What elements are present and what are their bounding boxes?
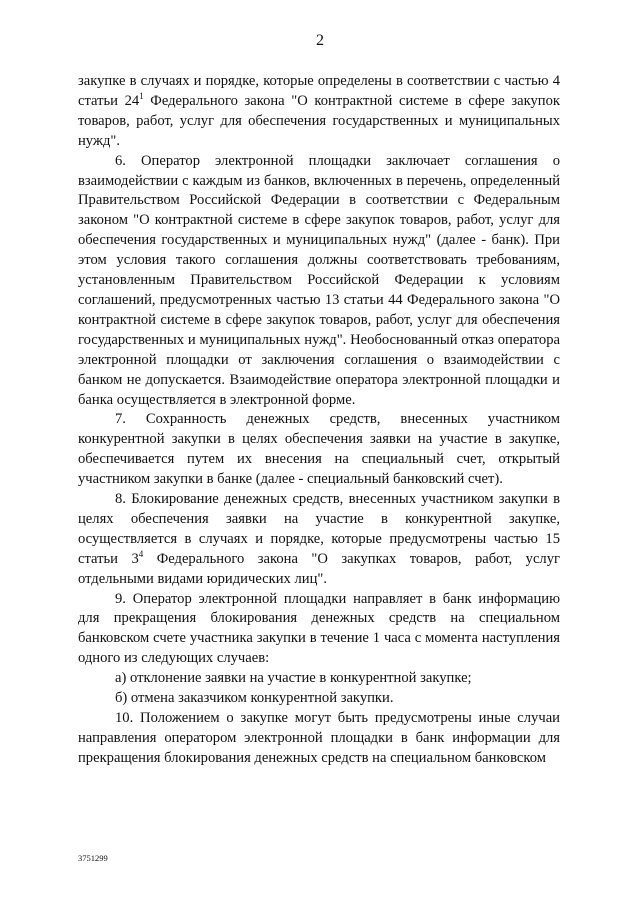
paragraph-continuation-text-1: закупке в случаях и порядке, которые определены в соответствии с частью 4 статьи 24 <box>78 73 560 109</box>
paragraph-8 <box>78 490 560 590</box>
paragraph-8-text-1: 8. Блокирование денежных средств, внесенных участником закупки в целях обеспечения заявки на участие в конкурентной закупке, осуществляется в случаях и порядке, которые предусмотрены частью 15 статьи 3 <box>78 491 560 567</box>
list-item-a: а) отклонение заявки на участие в конкурентной закупке; <box>115 670 472 687</box>
paragraph-continuation <box>78 72 560 152</box>
document-id: 3751299 <box>78 853 108 863</box>
paragraph-10: 10. Положением о закупке могут быть предусмотрены иные случаи направления оператором электронной площадки в банк информации для прекращения блокирования денежных средств на специальном банковском <box>78 710 560 766</box>
superscript-1: 1 <box>139 90 144 101</box>
paragraph-6: 6. Оператор электронной площадки заключает соглашения о взаимодействии с каждым из банков, включенных в перечень, определенный Правительством Российской Федерации в соответствии с Федеральным законом "О контрактной системе в сфере закупок товаров, работ, услуг для обеспечения государственных и муниципальных нужд" (далее - банк). При этом условия такого соглашения должны соответствовать требованиям, установленным Правительством Российской Федерации к условиям соглашений, предусмотренных частью 13 статьи 44 Федерального закона "О контрактной системе в сфере закупок товаров, работ, услуг для обеспечения государственных и муниципальных нужд". Необоснованный отказ оператора электронной площадки от заключения соглашения о взаимодействии с банком не допускается. Взаимодействие оператора электронной площадки и банка осуществляется в электронной форме. <box>78 152 560 408</box>
document-body <box>78 72 560 769</box>
paragraph-7: 7. Сохранность денежных средств, внесенных участником конкурентной закупки в целях обеспечения заявки на участие в закупке, обеспечивается путем их внесения на специальный счет, открытый участником закупки в банке (далее - специальный банковский счет). <box>78 411 560 488</box>
paragraph-9: 9. Оператор электронной площадки направляет в банк информацию для прекращения блокирования денежных средств на специальном банковском счете участника закупки в течение 1 часа с момента наступления одного из следующих случаев: <box>78 590 560 667</box>
paragraph-8-text-2: Федерального закона "О закупках товаров, работ, услуг отдельными видами юридических лиц". <box>78 550 560 587</box>
paragraph-continuation-text-2: Федерального закона "О контрактной системе в сфере закупок товаров, работ, услуг для обеспечения государственных и муниципальных нужд". <box>78 92 560 149</box>
superscript-4: 4 <box>138 548 144 559</box>
list-item-b: б) отмена заказчиком конкурентной закупки. <box>115 690 394 707</box>
page-number: 2 <box>316 32 324 49</box>
